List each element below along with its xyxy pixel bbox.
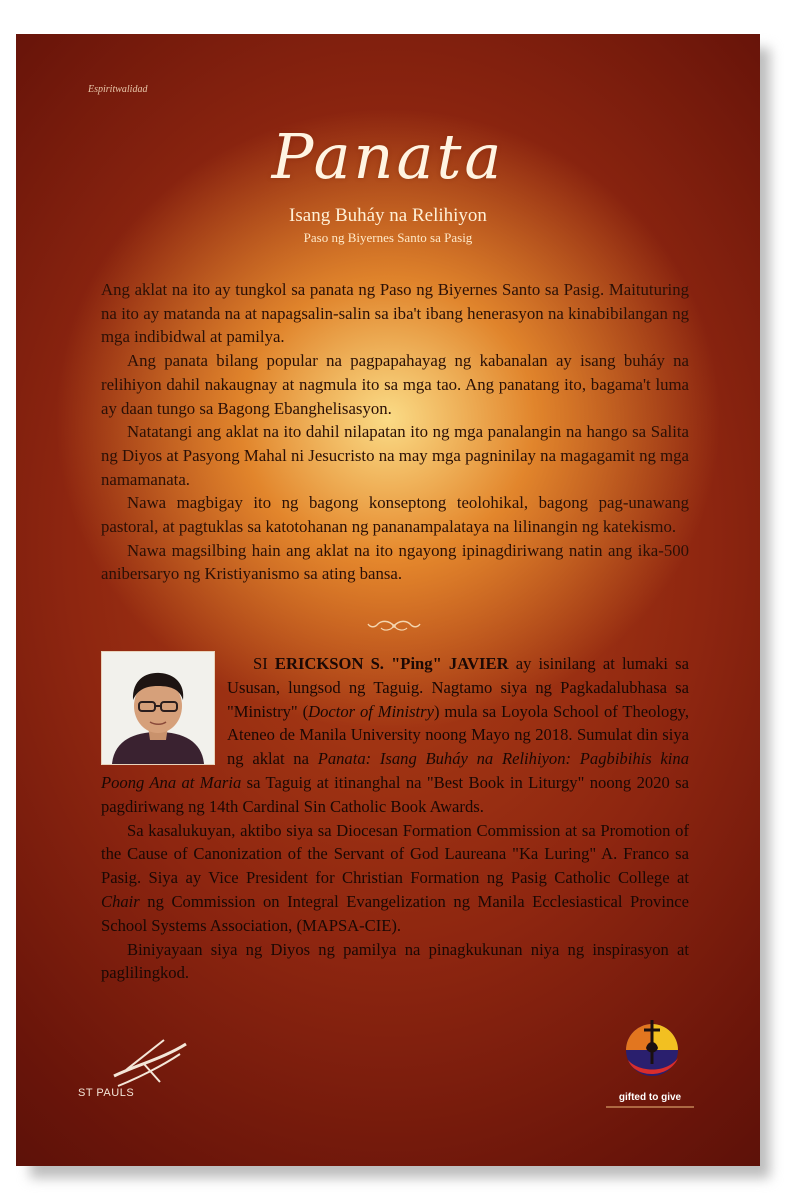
bio-text: ay isinilang at lumaki sa Ususan, lungsod ng Taguig. Nagtamo siya ng Pagkadalubhasa sa "Ministry" ( <box>227 654 690 721</box>
book-description <box>101 278 689 586</box>
bio-chair: Chair <box>101 891 140 911</box>
author-name: ERICKSON S. "Ping" JAVIER <box>274 654 509 673</box>
description-paragraph: Natatangi ang aklat na ito dahil nilapatan ito ng mga panalangin na hango sa Salita ng Diyos at Pasyong Mahal ni Jesucristo na may mga pagninilay na magagamit ng mga namamanata. <box>101 422 689 489</box>
bio-book-title: Panata: Isang Buháy na Relihiyon: Pagbibihis kina Poong Ana at Maria <box>101 749 689 792</box>
bio-paragraph <box>101 819 689 938</box>
gifted-to-give-logo-icon <box>618 1014 686 1090</box>
description-paragraph: Ang panata bilang popular na pagpapahayag ng kabanalan ay isang buháy na relihiyon dahil nakaugnay at nagmula ito sa mga tao. Ang panatang ito, bagama't luma ay daan tungo sa Bagong Ebanghelisasyon. <box>101 351 689 418</box>
category-label: Espiritwalidad <box>88 84 148 95</box>
description-paragraph: Nawa magbigay ito ng bagong konseptong teolohikal, bagong pag-unawang pastoral, at pagtuklas sa katotohanan ng pananampalataya na lilinangin ng katekismo. <box>101 493 689 537</box>
book-subtitle: Isang Buháy na Relihiyon <box>289 205 487 226</box>
bio-text: ) mula sa Loyola School of Theology, Ateneo de Manila University noong Mayo ng 2018. Sumulat din siya ng aklat na <box>227 701 689 769</box>
bio-paragraph: Biniyayaan siya ng Diyos ng pamilya na pinagkukunan niya ng inspirasyon at paglilingkod. <box>101 939 689 983</box>
description-paragraph: Nawa magsilbing hain ang aklat na ito ngayong ipinagdiriwang natin ang ika-500 anibersaryo ng Kristiyanismo sa ating bansa. <box>101 540 689 584</box>
st-pauls-logo-icon <box>104 1036 194 1114</box>
author-bio <box>101 652 689 985</box>
gifted-to-give-label: gifted to give <box>618 1092 682 1103</box>
publisher-name: ST PAULS <box>78 1087 135 1099</box>
bio-prefix: SI <box>253 654 275 673</box>
flourish-ornament-icon <box>367 618 421 634</box>
badge-underline <box>606 1106 694 1108</box>
photo-spacer <box>101 652 217 770</box>
book-tagline: Paso ng Biyernes Santo sa Pasig <box>303 230 473 245</box>
bio-degree: Doctor of Ministry <box>308 701 434 721</box>
bio-text: ng Commission on Integral Evangelization ng Manila Ecclesiastical Province School Systems Association, (MAPSA-CIE). <box>101 891 689 935</box>
bio-text: sa Taguig at itinanghal na "Best Book in Liturgy" noong 2020 sa pagdiriwang ng 14th Cardinal Sin Catholic Book Awards. <box>101 772 689 816</box>
book-back-cover <box>16 34 760 1166</box>
book-title: Panata <box>271 120 505 193</box>
bio-text: Sa kasalukuyan, aktibo siya sa Diocesan Formation Commission at sa Promotion of the Cause of Canonization of the Servant of God Laureana "Ka Luring" A. Franco sa Pasig. Siya ay Vice President for Christian Formation ng Pasig Catholic College at <box>101 820 689 888</box>
description-paragraph: Ang aklat na ito ay tungkol sa panata ng Paso ng Biyernes Santo sa Pasig. Maituturing na ito ay matanda na at napagsalin-salin sa iba't ibang henerasyon na kinabibilangan ng mga indibidwal at pamilya. <box>101 280 689 347</box>
